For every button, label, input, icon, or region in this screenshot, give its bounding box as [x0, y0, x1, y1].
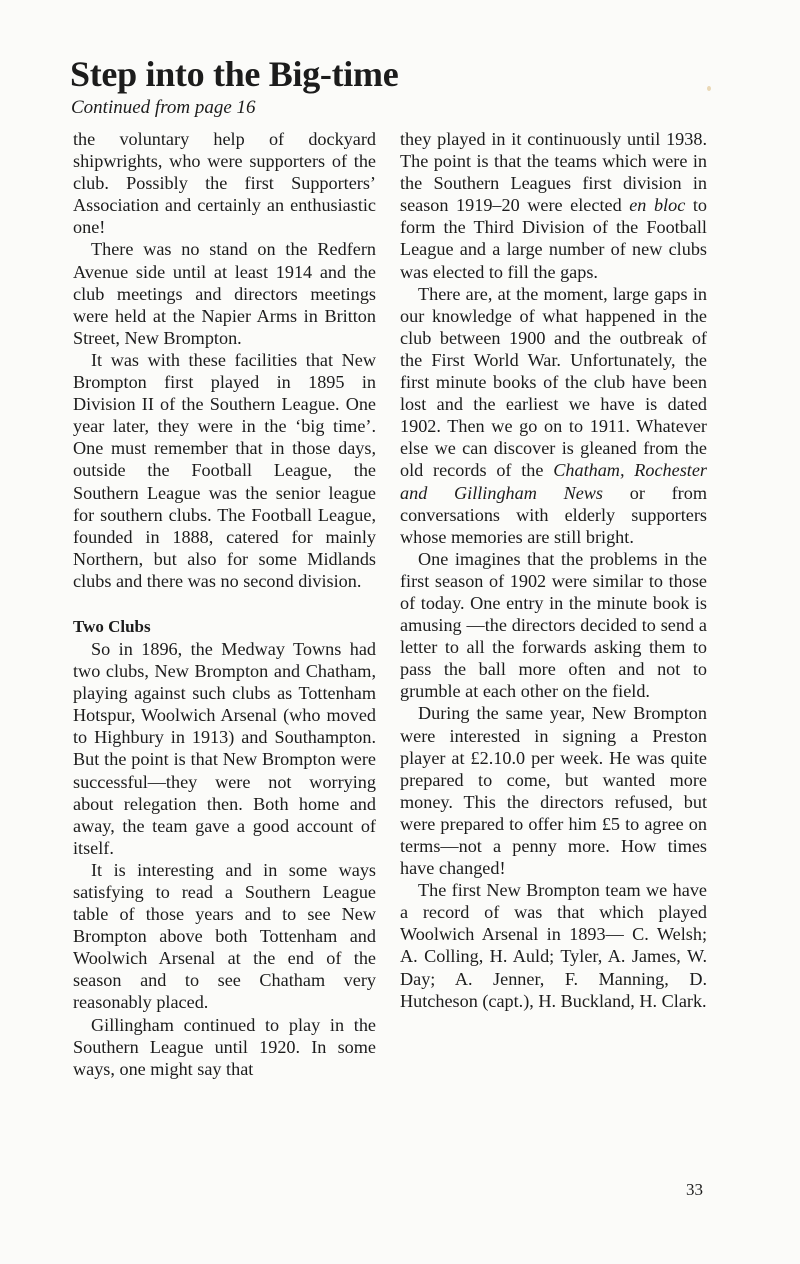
paragraph: The first New Brompton team we have a record of was that which played Woolwich Arsenal in 1893— C. Welsh; A. Colling, H. Auld; Tyler, A. James, W. Day; A. Jenner, F. Manning, D. Hutcheson (capt.), H. Buckland, H. Clark.	[400, 880, 707, 1011]
continued-note: Continued from page 16	[71, 97, 256, 118]
paragraph-text: to form the Third Division of the Football League and a large number of new clubs was elected to fill the gaps.	[400, 195, 707, 282]
left-column	[73, 128, 376, 1080]
paragraph: During the same year, New Brompton were interested in signing a Preston player at £2.10.0 per week. He was quite prepared to come, but wanted more money. This the directors refused, but were prepared to offer him £5 to agree on terms—not a penny more. How times have changed!	[400, 703, 707, 879]
paragraph: It is interesting and in some ways satisfying to read a Southern League table of those years and to see New Brompton above both Tottenham and Woolwich Arsenal at the end of the season and to see Chatham very reasonably placed.	[73, 859, 376, 1013]
paragraph: There was no stand on the Redfern Avenue side until at least 1914 and the club meetings and directors meetings were held at the Napier Arms in Britton Street, New Brompton.	[73, 239, 376, 348]
page-number: 33	[686, 1180, 703, 1199]
newspaper-title: Chatham, Rochester and Gillingham News	[400, 460, 707, 503]
paragraph-text: There are, at the moment, large gaps in our knowledge of what happened in the club between 1900 and the outbreak of the First World War. Unfortunately, the first minute books of the club have been lost and the earliest we have is dated 1902. Then we go on to 1911. Whatever else we can discover is gleaned from the old records of the	[400, 283, 707, 481]
paragraph	[400, 128, 707, 283]
paragraph: So in 1896, the Medway Towns had two clubs, New Brompton and Chatham, playing against such clubs as Tottenham Hotspur, Woolwich Arsenal (who moved to Highbury in 1913) and Southampton. But the point is that New Brompton were successful—they were not worrying about relegation then. Both home and away, the team gave a good account of itself.	[73, 638, 376, 858]
paragraph	[400, 283, 707, 548]
italic-phrase: en bloc	[629, 195, 686, 216]
article-title: Step into the Big-time	[70, 54, 399, 94]
paragraph: Gillingham continued to play in the Southern League until 1920. In some ways, one might say that	[73, 1014, 376, 1079]
paragraph-text: they played in it continuously until 1938. The point is that the teams which were in the Southern Leagues first division in season 1919–20 were elected	[400, 129, 707, 216]
paragraph: One imagines that the problems in the first season of 1902 were similar to those of today. One entry in the minute book is amusing —the directors decided to send a letter to all the forwards asking them to pass the ball more often and not to grumble at each other on the field.	[400, 548, 707, 702]
paragraph: It was with these facilities that New Brompton first played in 1895 in Division II of the Southern League. One year later, they were in the ‘big time’. One must remember that in those days, outside the Football League, the Southern League was the senior league for southern clubs. The Football League, founded in 1888, catered for mainly Northern, but also for some Midlands clubs and there was no second division.	[73, 349, 376, 591]
right-column	[400, 128, 707, 1012]
paragraph: the voluntary help of dockyard shipwrights, who were supporters of the club. Possibly the first Supporters’ Association and certainly an enthusiastic one!	[73, 129, 376, 238]
paragraph-text: or from conversations with elderly supporters whose memories are still bright.	[400, 482, 707, 547]
section-heading: Two Clubs	[73, 616, 151, 636]
paper-speck	[707, 86, 711, 91]
